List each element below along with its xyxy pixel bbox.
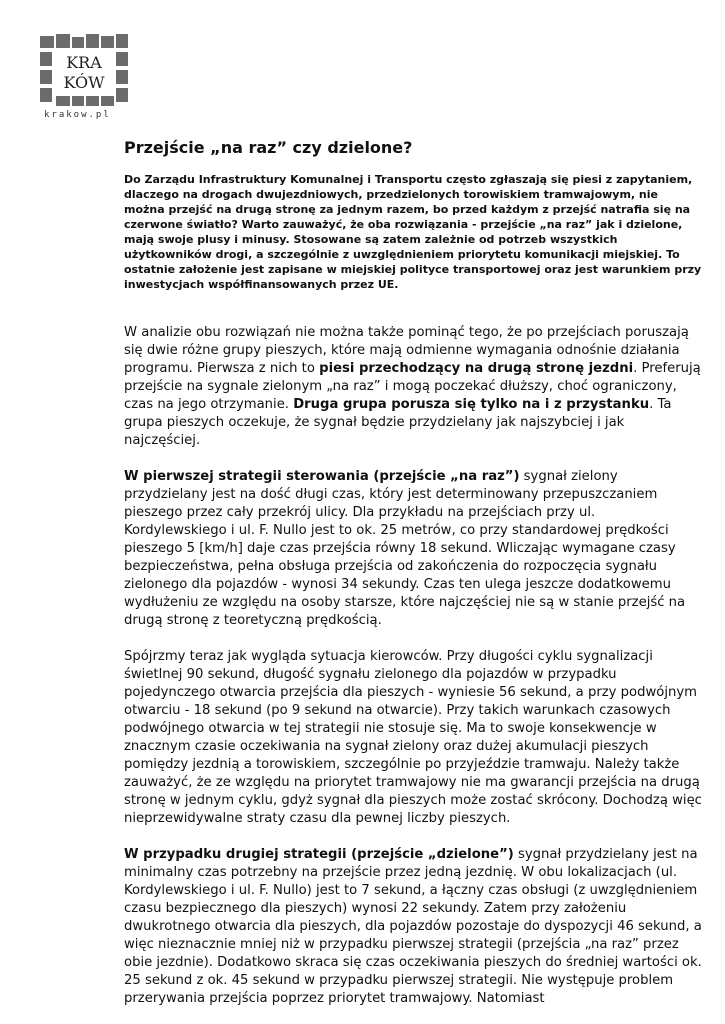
paragraph-1-text-a: W analizie obu rozwiązań nie można także pominąć tego, że po przejściach poruszają się dwie różne grupy pieszych, które mają odmienne wymagania odnośnie działania programu. Pierwsza z nich to xyxy=(124,325,689,376)
paragraph-4-text: sygnał przydzielany jest na minimalny czas potrzebny na przejście przez jedną jezdnię. W obu lokalizacjach (ul. Kordylewskiego i ul. F. Nullo) jest to 7 sekund, a łączny czas obsługi (z uwzględnieniem czasu bezpiecznego dla pieszych) wynosi 22 sekundy. Zatem przy założeniu dwukrotnego otwarcia dla pieszych, dla pojazdów pozostaje do dyspozycji 46 sekund, a więc nieznacznie mniej niż w przypadku pierwszej strategii (przejścia „na raz” przez obie jezdnie). Dodatkowo skraca się czas oczekiwania pieszych do średniej wartości ok. 25 sekund z ok. 45 sekund w przypadku pierwszej strategii. Nie występuje problem przerywania przejścia poprzez priorytet tramwajowy. Natomiast xyxy=(124,847,702,1006)
svg-text:KÓW: KÓW xyxy=(63,73,105,92)
document-body xyxy=(124,324,702,1008)
paragraph-1 xyxy=(124,324,702,450)
paragraph-2-bold: W pierwszej strategii sterowania (przejście „na raz”) xyxy=(124,469,520,484)
paragraph-1-text-b: . Preferują przejście na sygnale zielonym „na raz” i mogą poczekać dłuższy, choć ograniczony, czas na jego otrzymanie. xyxy=(124,361,701,412)
paragraph-4-bold: W przypadku drugiej strategii (przejście „dzielone”) xyxy=(124,847,514,862)
krakow-logo-mark xyxy=(36,30,132,110)
document-content xyxy=(124,138,702,1008)
paragraph-1-text-c: . Ta grupa pieszych oczekuje, że sygnał będzie przydzielany jak najszybciej i jak najczęściej. xyxy=(124,397,672,448)
paragraph-2 xyxy=(124,468,702,630)
paragraph-1-bold-b: Druga grupa porusza się tylko na i z przystanku xyxy=(293,397,650,412)
paragraph-2-text: sygnał zielony przydzielany jest na dość długi czas, który jest determinowany przepuszczaniem pieszego przez cały przekrój ulicy. Dla przykładu na przejściach przy ul. Kordylewskiego i ul. F. Nullo jest to ok. 25 metrów, co przy standardowej prędkości pieszego 5 [km/h] daje czas przejścia równy 18 sekund. Wliczając wymagane czasy bezpieczeństwa, pełna obsługa przejścia od zakończenia do rozpoczęcia sygnału zielonego dla pojazdów - wynosi 34 sekundy. Czas ten ulega jeszcze dodatkowemu wydłużeniu ze względu na osoby starsze, które najczęściej nie są w stanie przejść na drugą stronę z teoretyczną prędkością. xyxy=(124,469,686,628)
svg-text:KRA: KRA xyxy=(66,53,102,72)
paragraph-4 xyxy=(124,846,702,1008)
paragraph-1-bold-a: piesi przechodzący na drugą stronę jezdni xyxy=(319,361,634,376)
logo-caption: krakow.pl xyxy=(44,110,111,120)
document-title: Przejście „na raz” czy dzielone? xyxy=(124,138,413,157)
paragraph-3: Spójrzmy teraz jak wygląda sytuacja kierowców. Przy długości cyklu sygnalizacji świetlnej 90 sekund, długość sygnału zielonego dla pojazdów w przypadku pojedynczego otwarcia przejścia dla pieszych - wyniesie 56 sekund, a przy podwójnym otwarciu - 18 sekund (po 9 sekund na otwarcie). Przy takich warunkach czasowych podwójnego otwarcia w tej strategii nie stosuje się. Ma to swoje konsekwencje w znacznym czasie oczekiwania na sygnał zielony oraz dużej akumulacji pieszych pomiędzy jezdnią a torowiskiem, szczególnie po przyjeździe tramwaju. Należy także zauważyć, że ze względu na priorytet tramwajowy nie ma gwarancji przejścia na drugą stronę w jednym cyklu, gdyż sygnał dla pieszych może zostać skrócony. Dochodzą więc nieprzewidywalne straty czasu dla pewnej liczby pieszych. xyxy=(124,649,702,826)
lead-paragraph: Do Zarządu Infrastruktury Komunalnej i Transportu często zgłaszają się piesi z zapytaniem, dlaczego na drogach dwujezdniowych, przedzielonych torowiskiem tramwajowym, nie można przejść na drugą stronę za jednym razem, bo przed każdym z przejść natrafia się na czerwone światło? Warto zauważyć, że oba rozwiązania - przejście „na raz” jak i dzielone, mają swoje plusy i minusy. Stosowane są zatem zależnie od potrzeb wszystkich użytkowników drogi, a szczególnie z uwzględnieniem priorytetu komunikacji miejskiej. To ostatnie założenie jest zapisane w miejskiej polityce transportowej oraz jest warunkiem przy inwestycjach współfinansowanych przez UE. xyxy=(124,173,702,291)
